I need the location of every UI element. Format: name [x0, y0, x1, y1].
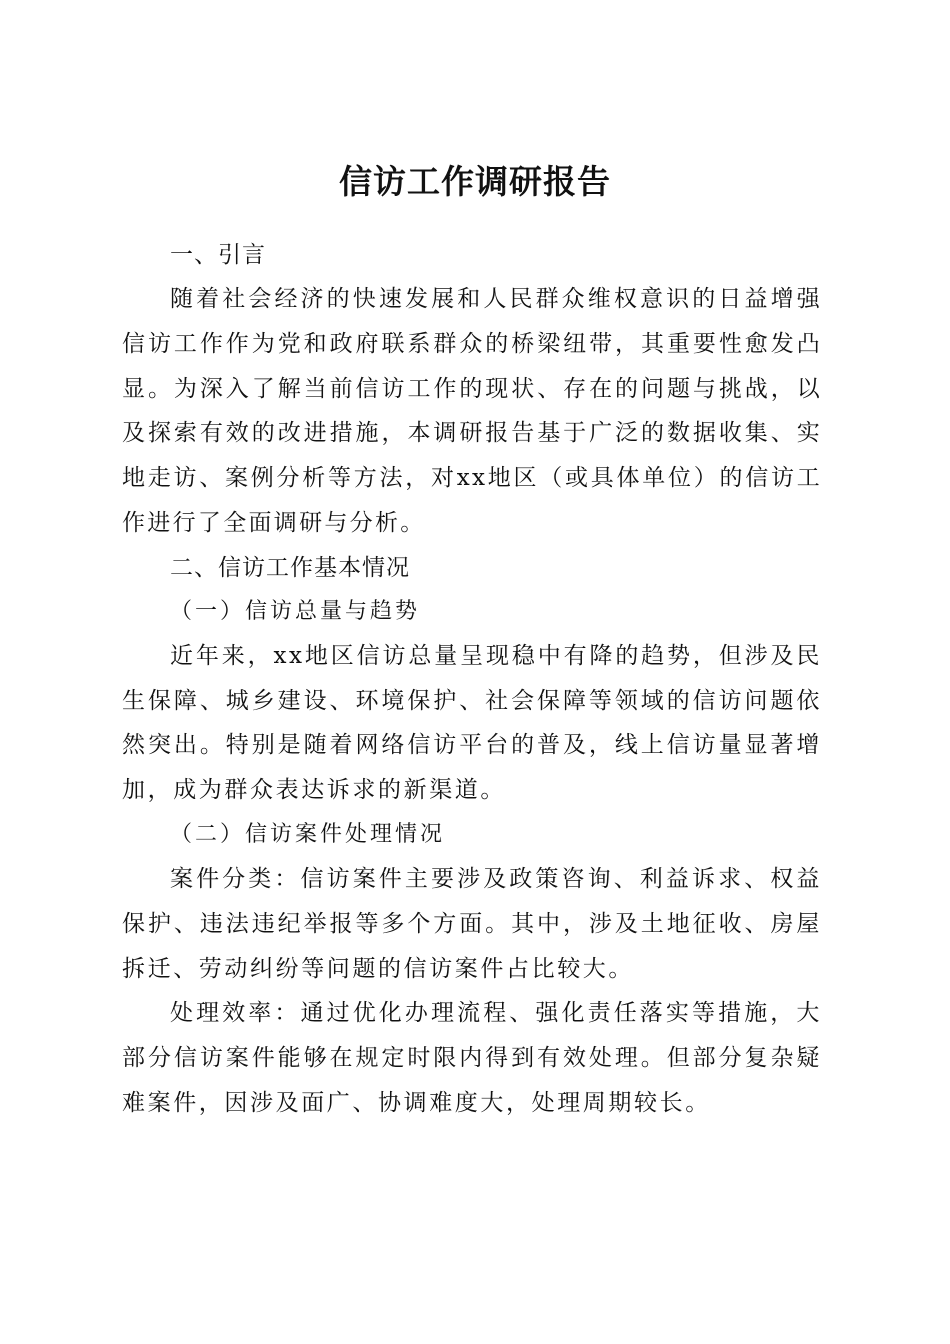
subsection-heading-case-handling: （二）信访案件处理情况 — [170, 821, 446, 847]
paragraph-volume-trend: 近年来，xx地区信访总量呈现稳中有降的趋势，但涉及民生保障、城乡建设、环境保护、社会保障等领域的信访问题依然突出。特别是随着网络信访平台的普及，线上信访量显著增加，成为群众表达诉求的新渠道。 — [122, 642, 822, 804]
paragraph-handling-efficiency: 处理效率：通过优化办理流程、强化责任落实等措施，大部分信访案件能够在规定时限内得到有效处理。但部分复杂疑难案件，因涉及面广、协调难度大，处理周期较长。 — [122, 1000, 822, 1116]
paragraph-introduction: 随着社会经济的快速发展和人民群众维权意识的日益增强信访工作作为党和政府联系群众的桥梁纽带，其重要性愈发凸显。为深入了解当前信访工作的现状、存在的问题与挑战，以及探索有效的改进措施，本调研报告基于广泛的数据收集、实地走访、案例分析等方法，对xx地区（或具体单位）的信访工作进行了全面调研与分析。 — [122, 286, 822, 536]
section-heading-basic-situation: 二、信访工作基本情况 — [170, 554, 410, 581]
subsection-heading-volume-trend: （一）信访总量与趋势 — [170, 598, 421, 624]
document-title: 信访工作调研报告 — [339, 162, 611, 202]
document-body — [122, 233, 822, 1126]
section-heading-introduction: 一、引言 — [170, 242, 266, 268]
paragraph-case-classification: 案件分类：信访案件主要涉及政策咨询、利益诉求、权益保护、违法违纪举报等多个方面。其中，涉及土地征收、房屋拆迁、劳动纠纷等问题的信访案件占比较大。 — [122, 865, 822, 982]
